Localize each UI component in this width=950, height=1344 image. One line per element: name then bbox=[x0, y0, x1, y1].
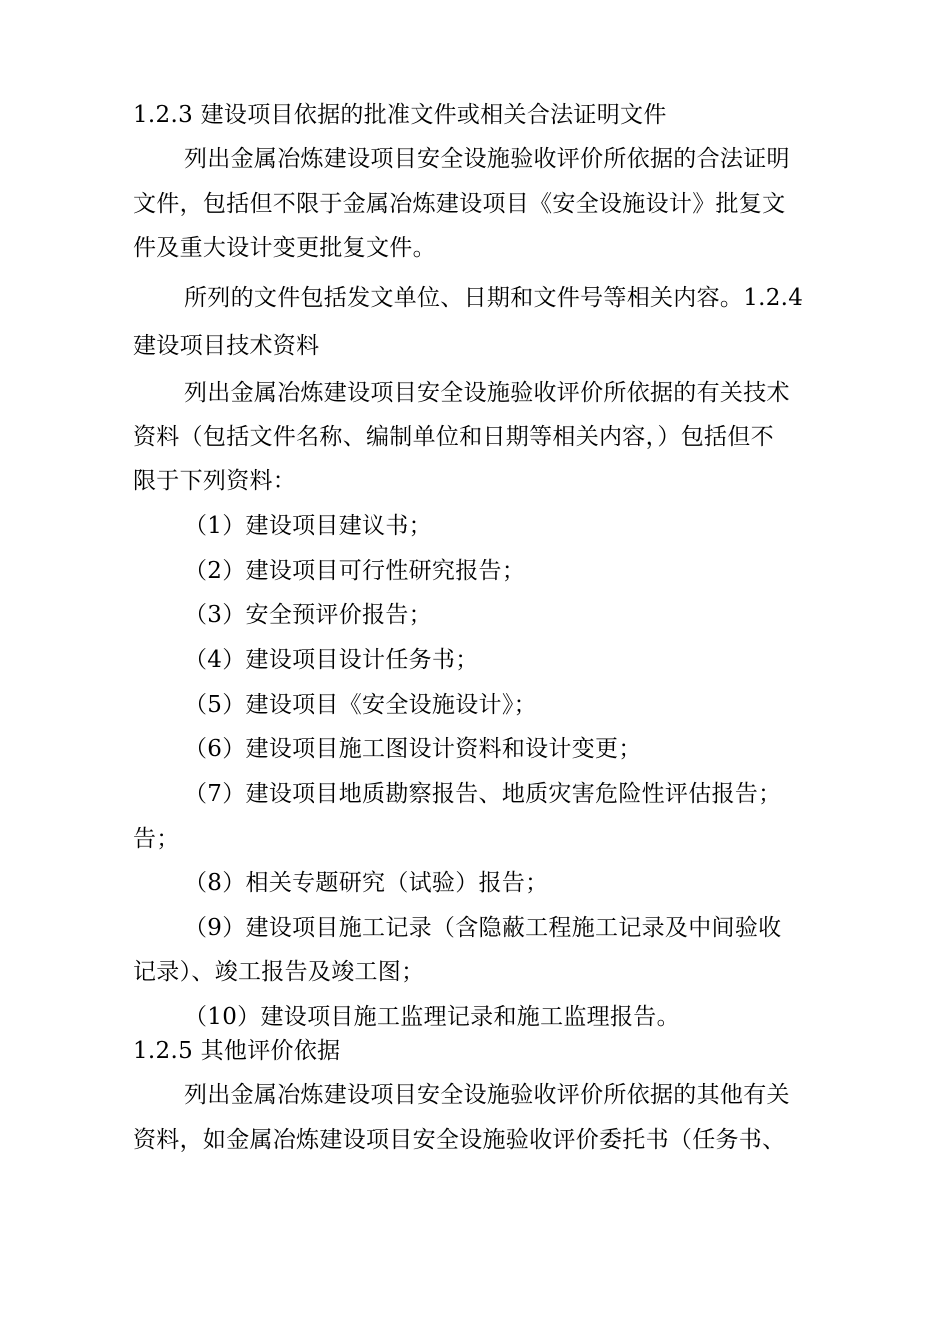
paragraph-line: 列出金属冶炼建设项目安全设施验收评价所依据的合法证明 bbox=[184, 146, 790, 172]
section-heading-1-2-3: 1.2.3 建设项目依据的批准文件或相关合法证明文件 bbox=[133, 102, 667, 128]
list-item: （1）建设项目建议书； bbox=[184, 513, 432, 539]
list-item: （7）建设项目地质勘察报告、地质灾害危险性评估报告； bbox=[184, 781, 782, 807]
list-item: （3）安全预评价报告； bbox=[184, 602, 432, 628]
paragraph-line: 所列的文件包括发文单位、日期和文件号等相关内容。1.2.4 bbox=[184, 285, 804, 311]
list-item: （8）相关专题研究（试验）报告； bbox=[184, 870, 549, 896]
section-heading-1-2-5: 1.2.5 其他评价依据 bbox=[133, 1038, 341, 1064]
paragraph-line: 限于下列资料： bbox=[133, 468, 297, 494]
paragraph-line: 资料，如金属冶炼建设项目安全设施验收评价委托书（任务书、 bbox=[133, 1127, 786, 1153]
list-item: （10）建设项目施工监理记录和施工监理报告。 bbox=[184, 1004, 680, 1030]
paragraph-line: 件及重大设计变更批复文件。 bbox=[133, 235, 436, 261]
list-item: （9）建设项目施工记录（含隐蔽工程施工记录及中间验收 bbox=[184, 915, 782, 941]
paragraph-line: 列出金属冶炼建设项目安全设施验收评价所依据的有关技术 bbox=[184, 380, 790, 406]
list-item: （4）建设项目设计任务书； bbox=[184, 647, 479, 673]
paragraph-line: 文件，包括但不限于金属冶炼建设项目《安全设施设计》批复文 bbox=[133, 191, 786, 217]
list-item-continuation: 告； bbox=[133, 826, 180, 852]
list-item: （5）建设项目《安全设施设计》； bbox=[184, 692, 537, 718]
paragraph-line: 建设项目技术资料 bbox=[133, 333, 320, 359]
list-item: （2）建设项目可行性研究报告； bbox=[184, 558, 526, 584]
list-item: （6）建设项目施工图设计资料和设计变更； bbox=[184, 736, 642, 762]
paragraph-line: 资料（包括文件名称、编制单位和日期等相关内容，）包括但不 bbox=[133, 424, 774, 450]
list-item-continuation: 记录）、竣工报告及竣工图； bbox=[133, 959, 425, 985]
paragraph-line: 列出金属冶炼建设项目安全设施验收评价所依据的其他有关 bbox=[184, 1082, 790, 1108]
